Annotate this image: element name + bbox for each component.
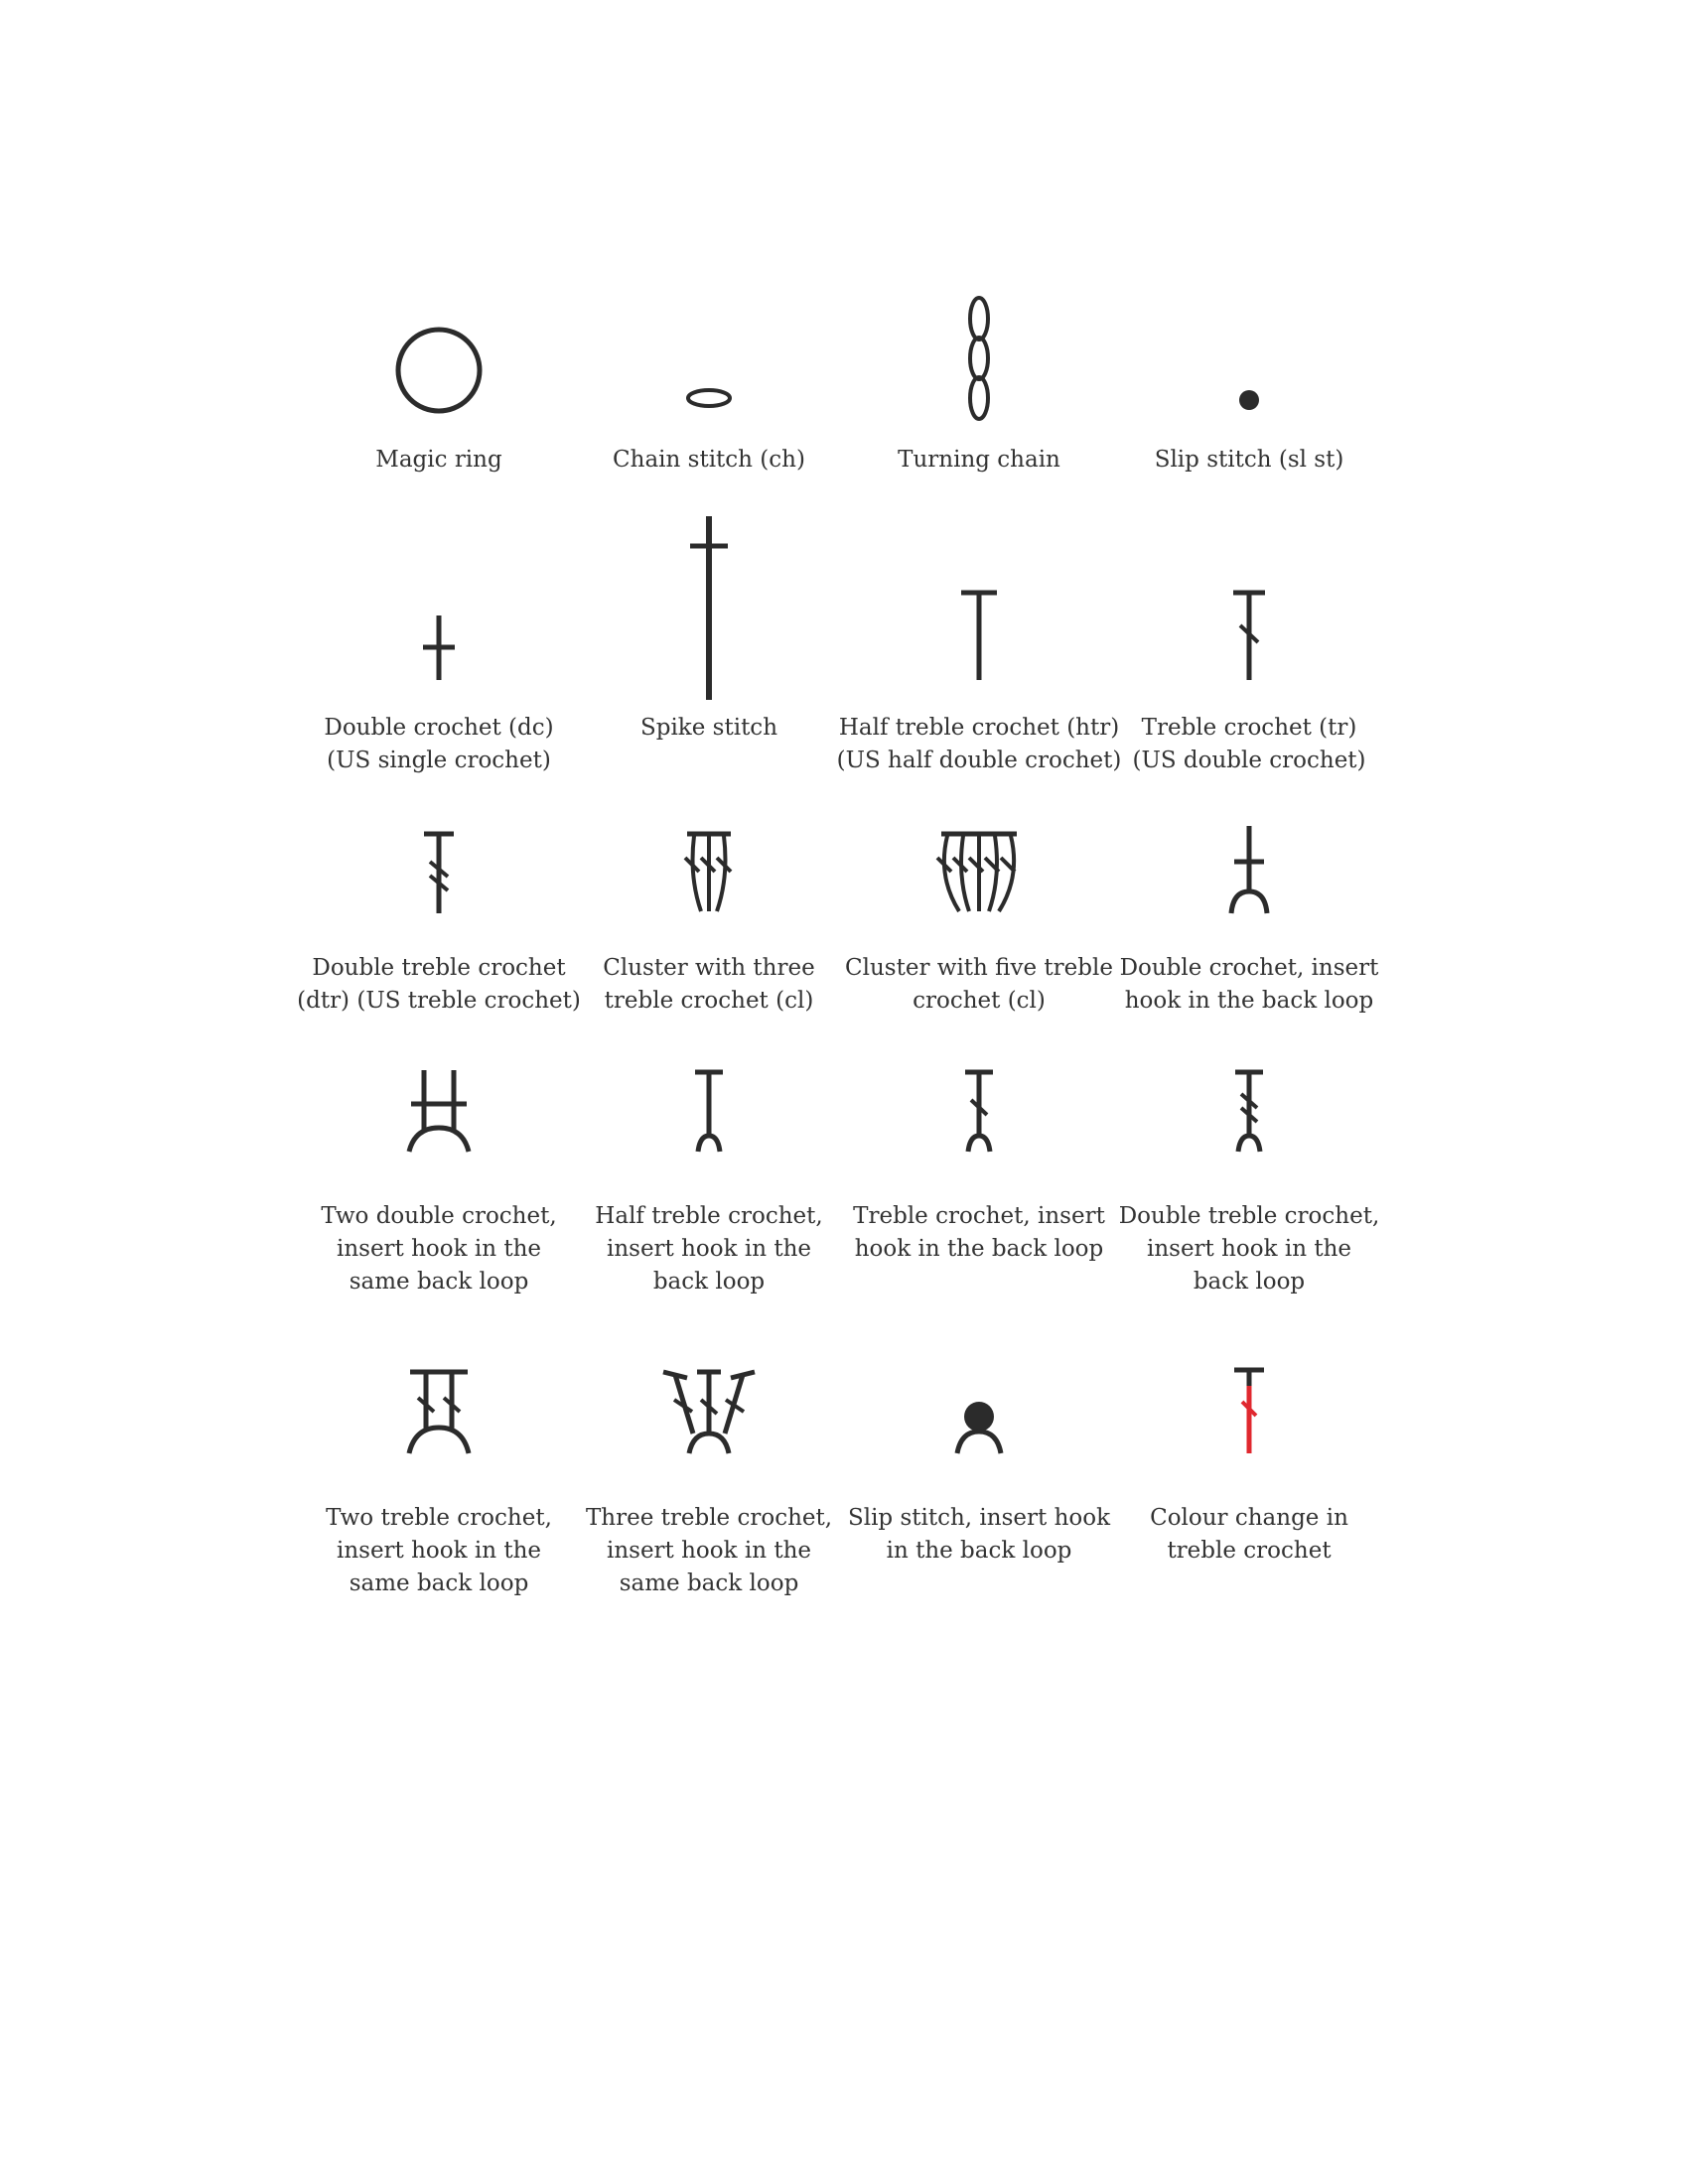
label-line: Treble crochet, insert: [853, 1203, 1105, 1229]
label-line: Double treble crochet,: [1118, 1203, 1380, 1229]
label-line: Treble crochet (tr): [1141, 715, 1357, 741]
label-line: Magic ring: [375, 447, 502, 473]
symbol-three-tr-same-back-loop: [574, 1362, 844, 1600]
symbol-double-crochet: [304, 516, 574, 777]
turning-chain-icon: [844, 293, 1114, 422]
label-line: Chain stitch (ch): [613, 447, 805, 473]
label-line: back loop: [652, 1269, 766, 1295]
symbol-magic-ring: [304, 323, 574, 477]
label-line: (dtr) (US treble crochet): [297, 988, 581, 1014]
symbol-tr-back-loop: [844, 1060, 1114, 1266]
label-line: Double crochet, insert: [1119, 955, 1379, 981]
symbol-dtr-back-loop: [1114, 1060, 1384, 1298]
symbol-label: [321, 1200, 556, 1298]
two-tr-same-back-loop-icon: [304, 1362, 574, 1456]
label-line: same back loop: [349, 1570, 529, 1596]
htr-back-loop-icon: [574, 1060, 844, 1155]
symbol-colour-change-treble: [1114, 1362, 1384, 1568]
label-line: Slip stitch, insert hook: [847, 1505, 1111, 1531]
label-line: insert hook in the: [336, 1538, 542, 1564]
cluster-three-treble-icon: [574, 822, 844, 916]
symbol-slip-stitch-back-loop: [844, 1362, 1114, 1568]
label-line: Turning chain: [898, 447, 1060, 473]
symbol-label: [845, 952, 1113, 1018]
label-line: Two double crochet,: [321, 1203, 557, 1229]
symbol-dc-back-loop: [1114, 822, 1384, 1018]
slip-stitch-icon: [1114, 323, 1384, 422]
label-line: treble crochet: [1167, 1538, 1332, 1564]
symbol-chain-stitch: [574, 323, 844, 477]
symbol-treble-crochet: [1114, 516, 1384, 777]
symbol-label: [837, 712, 1122, 777]
symbol-label: [853, 1200, 1105, 1266]
label-line: Double crochet (dc): [324, 715, 554, 741]
label-line: Cluster with five treble: [845, 955, 1113, 981]
symbol-label: [1155, 444, 1344, 477]
half-treble-crochet-icon: [844, 516, 1114, 700]
chain-stitch-icon: [574, 323, 844, 422]
cluster-five-treble-icon: [844, 822, 1114, 916]
symbol-label: [1120, 952, 1379, 1018]
symbol-label: [375, 444, 501, 477]
colour-change-treble-icon: [1114, 1362, 1384, 1456]
double-crochet-icon: [304, 516, 574, 700]
symbol-two-tr-same-back-loop: [304, 1362, 574, 1600]
label-line: Half treble crochet (htr): [838, 715, 1120, 741]
label-line: Spike stitch: [639, 715, 778, 741]
symbol-label: [1132, 712, 1365, 777]
label-line: in the back loop: [886, 1538, 1072, 1564]
symbol-label: [586, 1502, 832, 1600]
label-line: same back loop: [619, 1570, 799, 1596]
slip-stitch-back-loop-icon: [844, 1362, 1114, 1456]
treble-crochet-icon: [1114, 516, 1384, 700]
label-line: (US double crochet): [1132, 748, 1366, 773]
tr-back-loop-icon: [844, 1060, 1114, 1155]
symbol-slip-stitch: [1114, 323, 1384, 477]
label-line: hook in the back loop: [1124, 988, 1374, 1014]
spike-stitch-icon: [574, 516, 844, 700]
label-line: Slip stitch (sl st): [1154, 447, 1344, 473]
label-line: Double treble crochet: [312, 955, 566, 981]
symbol-double-treble-crochet: [297, 822, 581, 1018]
symbol-htr-back-loop: [574, 1060, 844, 1298]
symbol-label: [640, 712, 777, 745]
symbol-turning-chain: [844, 293, 1114, 477]
symbol-label: [595, 1200, 822, 1298]
label-line: insert hook in the: [1146, 1236, 1352, 1262]
label-line: (US single crochet): [327, 748, 551, 773]
symbol-label: [326, 1502, 552, 1600]
symbol-label: [603, 952, 814, 1018]
label-line: Two treble crochet,: [326, 1505, 552, 1531]
double-treble-crochet-icon: [304, 822, 574, 916]
symbol-cluster-five-treble: [844, 822, 1114, 1018]
label-line: Colour change in: [1150, 1505, 1348, 1531]
label-line: Half treble crochet,: [595, 1203, 823, 1229]
label-line: crochet (cl): [913, 988, 1046, 1014]
label-line: insert hook in the: [606, 1538, 812, 1564]
magic-ring-icon: [304, 323, 574, 422]
dtr-back-loop-icon: [1114, 1060, 1384, 1155]
symbol-half-treble-crochet: [836, 516, 1122, 777]
symbol-label: [324, 712, 553, 777]
symbol-spike-stitch: [574, 516, 844, 745]
label-line: Cluster with three: [603, 955, 815, 981]
label-line: treble crochet (cl): [604, 988, 814, 1014]
label-line: hook in the back loop: [854, 1236, 1104, 1262]
symbol-label: [1119, 1200, 1380, 1298]
symbol-label: [898, 444, 1060, 477]
symbol-label: [297, 952, 581, 1018]
symbol-cluster-three-treble: [574, 822, 844, 1018]
symbol-label: [848, 1502, 1110, 1568]
dc-back-loop-icon: [1114, 822, 1384, 916]
label-line: same back loop: [349, 1269, 529, 1295]
label-line: Three treble crochet,: [585, 1505, 833, 1531]
symbol-two-dc-same-back-loop: [304, 1060, 574, 1298]
symbol-label: [613, 444, 805, 477]
label-line: insert hook in the: [606, 1236, 812, 1262]
label-line: (US half double crochet): [836, 748, 1122, 773]
label-line: insert hook in the: [336, 1236, 542, 1262]
label-line: back loop: [1193, 1269, 1306, 1295]
symbol-label: [1150, 1502, 1348, 1568]
three-tr-same-back-loop-icon: [574, 1362, 844, 1456]
two-dc-same-back-loop-icon: [304, 1060, 574, 1155]
